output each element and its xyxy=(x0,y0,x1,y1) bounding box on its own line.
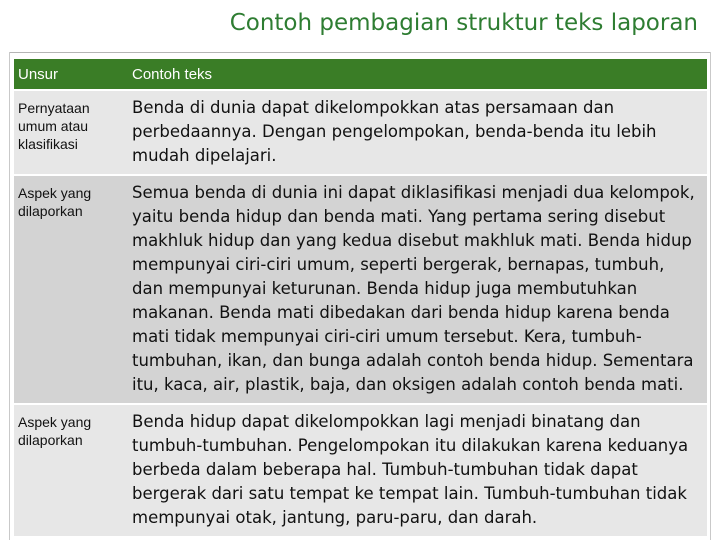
row-label: Aspek yang dilaporkan xyxy=(14,175,128,404)
frame-left-border xyxy=(9,52,10,540)
column-header-contoh-teks: Contoh teks xyxy=(128,59,707,90)
row-example-text: Benda di dunia dapat dikelompokkan atas persamaan dan perbedaannya. Dengan pengelompokan, benda-benda itu lebih mudah dipelajari. xyxy=(128,90,707,175)
table-row xyxy=(14,175,707,404)
row-example-text: Benda hidup dapat dikelompokkan lagi menjadi binatang dan tumbuh-tumbuhan. Pengelompokan itu dilakukan karena keduanya berbeda dalam beberapa hal. Tumbuh-tumbuhan tidak dapat bergerak dari satu tempat ke tempat lain. Tumbuh-tumbuhan tidak mempunyai otak, jantung, paru-paru, dan darah. xyxy=(128,404,707,536)
table-header-row xyxy=(14,59,707,90)
report-structure-table xyxy=(14,59,707,536)
column-header-unsur: Unsur xyxy=(14,59,128,90)
row-label: Aspek yang dilaporkan xyxy=(14,404,128,536)
frame-top-border xyxy=(9,52,711,53)
frame-right-border xyxy=(710,52,711,540)
slide-title: Contoh pembagian struktur teks laporan xyxy=(229,10,698,36)
row-label: Pernyataan umum atau klasifikasi xyxy=(14,90,128,175)
row-example-text: Semua benda di dunia ini dapat diklasifikasi menjadi dua kelompok, yaitu benda hidup dan benda mati. Yang pertama sering disebut makhluk hidup dan yang kedua disebut makhluk mati. Benda hidup mempunyai ciri-ciri umum, seperti bergerak, bernapas, tumbuh, dan mempunyai keturunan. Benda hidup juga membutuhkan makanan. Benda mati dibedakan dari benda hidup karena benda mati tidak mempunyai ciri-ciri umum tersebut. Kera, tumbuh-tumbuhan, ikan, dan bunga adalah contoh benda hidup. Sementara itu, kaca, air, plastik, baja, dan oksigen adalah contoh benda mati. xyxy=(128,175,707,404)
table-row xyxy=(14,90,707,175)
table-row xyxy=(14,404,707,536)
